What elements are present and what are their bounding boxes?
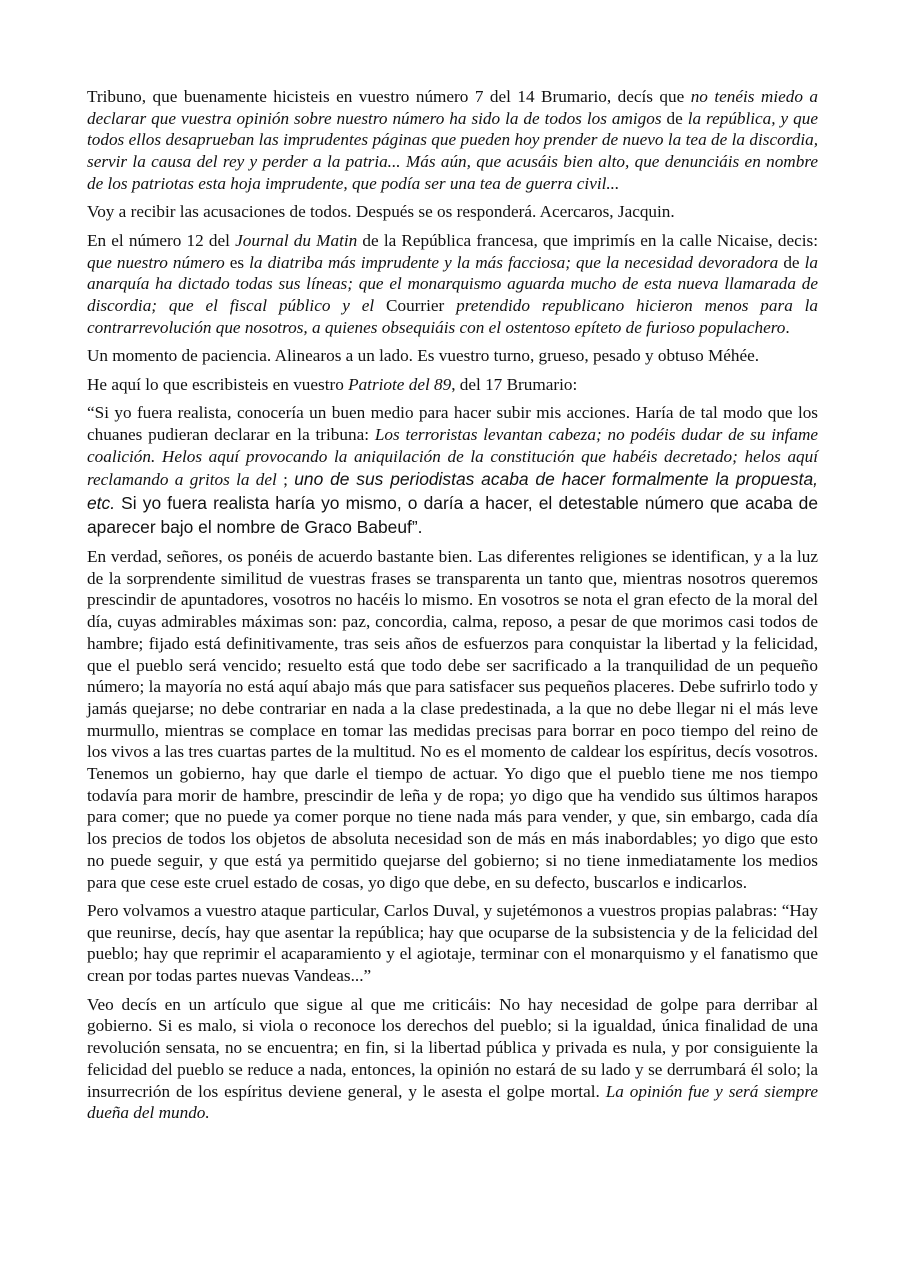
text-segment: He aquí lo que escribisteis en vuestro: [87, 374, 349, 394]
italic-segment: pretendido republicano hicieron menos para la contrarrevolución que nosotros, a quienes obsequiáis con el ostentoso epíteto de furioso populachero: [87, 295, 819, 337]
text-segment: de: [778, 252, 805, 272]
text-segment: En verdad, señores, os ponéis de acuerdo bastante bien. Las diferentes religiones se identifican, y a la luz de la sorprendente similitud de vuestras frases se transparenta un tanto que, mientras nosotros queremos prescindir de apuntadores, vosotros no hacéis lo mismo. En vosotros se nota el gran efecto de la moral del día, cuyas admirables máximas son: paz, concordia, calma, reposo, a pesar de que morimos casi todos de hambre; fijado está definitivamente, tras seis años de esfuerzos para conquistar la libertad y la felicidad, que el pueblo será vencido; resuelto está que todo debe ser sacrificado a la tranquilidad de un pequeño número; la mayoría no está aquí abajo más que para satisfacer sus pequeños placeres. Debe sufrirlo todo y jamás quejarse; no debe contrariar en nada a la clase predestinada, a la que no debe llegar ni el más leve murmullo, mientras se complace en tomar las medidas precisas para borrar en poco tiempo del reino de los vivos a las tres cuartas partes de la multitud. No es el momento de caldear los espíritus, decís vosotros. Tenemos un gobierno, hay que darle el tiempo de actuar. Yo digo que el pueblo tiene me nos tiempo todavía para morir de hambre, prescindir de leña y de ropa; yo digo que ha vendido sus últimos harapos para comer; que no puede ya comer porque no tiene nada más para vender, y que, sin embargo, cada día los precios de todos los objetos de absoluta necesidad son de más en más inabordables; yo digo que esto no puede seguir, y que está ya permitido quejarse del gobierno; si no tiene inmediatamente los medios para que cese este cruel estado de cosas, yo digo que debe, en su defecto, buscarlos e indicarlos.: [87, 547, 818, 892]
text-segment: de: [661, 108, 688, 128]
italic-segment: Los terroristas levantan cabeza; no podéis dudar de su infame coalición. Helos aquí provocando la aniquilación de la constitución que habéis decretado; helos aquí reclamando a gritos la del: [87, 424, 818, 490]
text-segment: , del 17 Brumario:: [451, 374, 578, 394]
paragraph-realista-quote: [87, 402, 818, 539]
paragraph-en-verdad: [87, 546, 818, 893]
paragraph-veo-decis: [87, 994, 818, 1124]
italic-segment: La opinión fue y será siempre dueña del mundo.: [87, 1081, 818, 1123]
text-segment: de la República francesa, que imprimís en la calle Nicaise, decis:: [357, 230, 818, 250]
paragraph-journal-du-matin: [87, 230, 818, 339]
text-segment: Voy a recibir las acusaciones de todos. Después se os responderá. Acercaros, Jacquin.: [87, 202, 675, 222]
paragraph-carlos-duval: [87, 900, 818, 987]
text-segment: Tribuno, que buenamente hicisteis en vuestro número 7 del 14 Brumario, decís que: [87, 87, 691, 106]
paragraph-jacquin: [87, 201, 818, 223]
italic-segment: la anarquía ha dictado todas sus líneas; que el monarquismo aguarda mucho de esta nueva llamarada de discordia; que el fiscal público y el: [87, 252, 818, 315]
text-segment: .: [785, 317, 790, 337]
italic-segment: Journal du Matin: [235, 230, 358, 250]
text-segment: Un momento de paciencia. Alinearos a un lado. Es vuestro turno, grueso, pesado y obtuso Méhée.: [87, 346, 760, 366]
text-segment: ;: [276, 470, 295, 490]
text-segment: Courrier: [374, 295, 457, 315]
text-segment: Pero volvamos a vuestro ataque particular, Carlos Duval, y sujetémonos a vuestros propias palabras: “Hay que reunirse, decís, hay que asentar la república; hay que ocuparse de la subsistencia y de la felicidad del pueblo; hay que reprimir el acaparamiento y el agiotaje, terminar con el monarquismo y el fanatismo que crean por todas partes nuevas Vandeas...”: [87, 901, 818, 986]
text-segment: Veo decís en un artículo que sigue al que me criticáis: No hay necesidad de golpe para derribar al gobierno. Si es malo, si viola o reconoce los derechos del pueblo; si la igualdad, única finalidad de una revolución sensata, no se encuentra; en fin, si la libertad pública y privada es nula, y por consiguiente la felicidad del pueblo se reduce a nada, entonces, la opinión no estará de su lado y se derrumbará él solo; la insurrecrión de los espíritus deviene general, y le asesta el golpe mortal.: [87, 994, 818, 1101]
italic-segment: Patriote del 89: [348, 374, 452, 394]
italic-segment: que nuestro número: [87, 252, 225, 272]
text-segment: “Si yo fuera realista, conocería un buen medio para hacer subir mis acciones. Haría de tal modo que los chuanes pudieran declarar en la tribuna:: [87, 403, 818, 444]
italic-segment: la república, y que todos ellos desaprueban las imprudentes páginas que pueden hoy prender de nuevo la tea de la discordia, servir la causa del rey y perder a la patria... Más aún, que acusáis bien alto, que denunciáis en nombre de los patriotas esta hoja imprudente, que podía ser una tea de guerra civil...: [87, 108, 818, 193]
text-segment: En el número 12 del: [87, 230, 236, 250]
document-page: [87, 86, 818, 1131]
sans-segment: Si yo fuera realista haría yo mismo, o daría a hacer, el detestable número que acaba de aparecer bajo el nombre de Graco Babeuf”.: [87, 493, 818, 538]
italic-segment: la diatriba más imprudente y la más facciosa; que la necesidad devoradora: [249, 252, 779, 272]
italic-segment: no tenéis miedo a declarar que vuestra opinión sobre nuestro número ha sido la de todos los amigos: [87, 87, 818, 128]
text-segment: es: [224, 252, 250, 272]
paragraph-patriote: [87, 374, 818, 396]
paragraph-tribuno: [87, 86, 818, 195]
paragraph-mehee: [87, 345, 818, 367]
sans-italic-segment: uno de sus periodistas acaba de hacer formalmente la propuesta, etc.: [87, 469, 819, 514]
